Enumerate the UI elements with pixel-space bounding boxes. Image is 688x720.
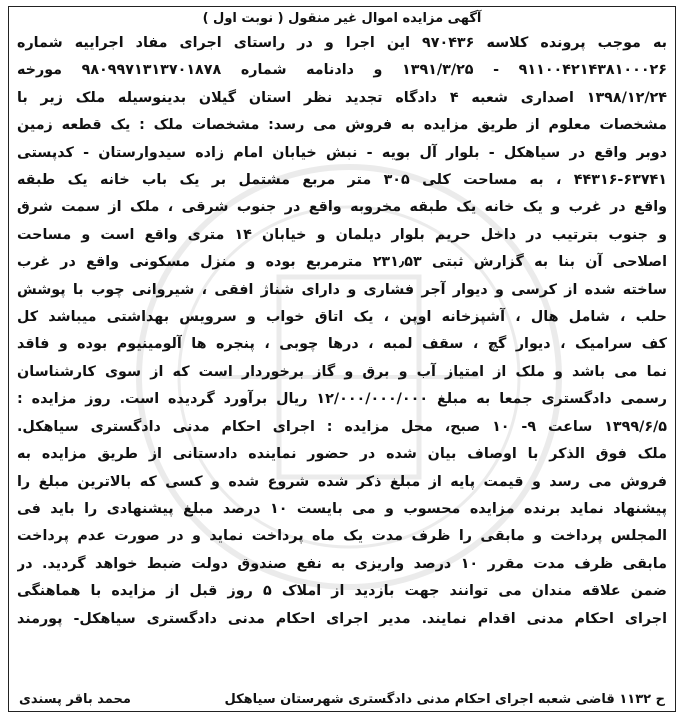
notice-line: مشخصات معلوم از طریق مزایده به فروش می رسد: مشخصات ملک : یک قطعه زمین bbox=[17, 117, 667, 134]
notice-line: به موجب پرونده کلاسه ۹۷۰۴۳۶ این اجرا و در راستای اجرای مفاد اجراییه شماره bbox=[17, 35, 667, 51]
notice-footer bbox=[9, 691, 675, 709]
auction-notice bbox=[8, 6, 676, 712]
notice-line: ۱۳۹۹/۶/۵ ساعت ۹- ۱۰ صبح، محل مزایده : اجرای احکام مدنی دادگستری سیاهکل. bbox=[17, 418, 667, 435]
notice-line: و جنوب بترتیب در داخل حریم بلوار دیلمان و خیابان ۱۴ متری واقع است و مساحت bbox=[17, 226, 667, 243]
notice-line: ۱۳۹۸/۱۲/۲۴ اصداری شعبه ۴ دادگاه تجدید نظر استان گیلان بدینوسیله ملک زیر با bbox=[17, 89, 667, 106]
notice-line: المجلس پرداخت و مابقی را ظرف مدت یک ماه پرداخت نماید و در صورت عدم پرداخت bbox=[17, 528, 667, 545]
notice-title: آگهی مزایده اموال غیر منقول ( نوبت اول ) bbox=[202, 11, 482, 26]
notice-line: ۴۴۳۱۶-۶۳۷۴۱ ، به مساحت کلی ۳۰۵ متر مربع مشتمل بر یک باب خانه یک طبقه bbox=[17, 172, 667, 189]
notice-line: ۹۱۱۰۰۴۲۱۴۳۸۱۰۰۰۲۶ - ۱۳۹۱/۳/۲۵ و دادنامه شماره ۹۸۰۹۹۷۱۳۱۳۷۰۱۸۷۸ مورخه bbox=[17, 62, 667, 79]
notice-line: مابقی ظرف مدت مقرر ۱۰ درصد واریزی به نفع صندوق دولت ضبط خواهد گردید. در bbox=[17, 555, 667, 572]
notice-line: نما می باشد و ملک از امتیاز آب و برق و گاز برخوردار است که از سوی کارشناسان bbox=[17, 363, 667, 380]
notice-line: فروش می رسد و قیمت پایه از مبلغ ذکر شده شروع شده و کسی که بالاترین مبلغ را bbox=[17, 473, 667, 490]
notice-line: دوبر واقع در سیاهکل - بلوار آل بویه - نبش خیابان امام زاده سیدوارستان - کدپستی bbox=[17, 144, 667, 161]
notice-body bbox=[9, 30, 675, 633]
notice-line: ملک فوق الذکر با اوصاف بیان شده در حضور نماینده دادستانی از طریق مزایده به bbox=[17, 446, 667, 463]
notice-line: اجرای احکام مدنی اقدام نمایند. مدیر اجرای احکام مدنی دادگستری سیاهکل- پورمند bbox=[17, 610, 667, 627]
notice-line: اصلاحی آن بنا به گزارش ثبتی ۲۳۱٫۵۳ مترمربع بوده و منزل مسکونی واقع در غرب bbox=[17, 254, 667, 271]
notice-line: کف سرامیک ، دیوار گچ ، سقف لمبه ، درها چوبی ، پنجره ها آلومینیوم بوده و فاقد bbox=[17, 336, 667, 353]
notice-line: ساخته شده از کرسی و دیوار آجر فشاری و دارای شناژ افقی ، شیروانی چوب با پوشش bbox=[17, 281, 667, 298]
footer-judge-name: محمد باقر پسندی bbox=[19, 692, 131, 707]
notice-line: واقع در غرب و یک خانه یک طبقه مخروبه واقع در جنوب شرقی ، ملک از سمت شرق bbox=[17, 199, 667, 216]
notice-line: پیشنهاد نماید برنده مزایده محسوب و می بایست ۱۰ درصد مبلغ پیشنهادی را باید فی bbox=[17, 500, 667, 517]
footer-judge-title: ح ۱۱۳۲ قاضی شعبه اجرای احکام مدنی دادگستری شهرستان سیاهکل bbox=[224, 692, 665, 707]
notice-line: ضمن علاقه مندان می توانند جهت بازدید از املاک ۵ روز قبل از مزایده با هماهنگی bbox=[17, 583, 667, 600]
notice-line: رسمی دادگستری جمعا به مبلغ ۱۲/۰۰۰/۰۰۰/۰۰۰ ریال برآورد گردیده است. روز مزایده : bbox=[17, 391, 667, 408]
notice-line: حلب ، شامل هال ، آشپزخانه اوپن ، یک اتاق خواب و سرویس بهداشتی میباشد کل bbox=[17, 309, 667, 326]
